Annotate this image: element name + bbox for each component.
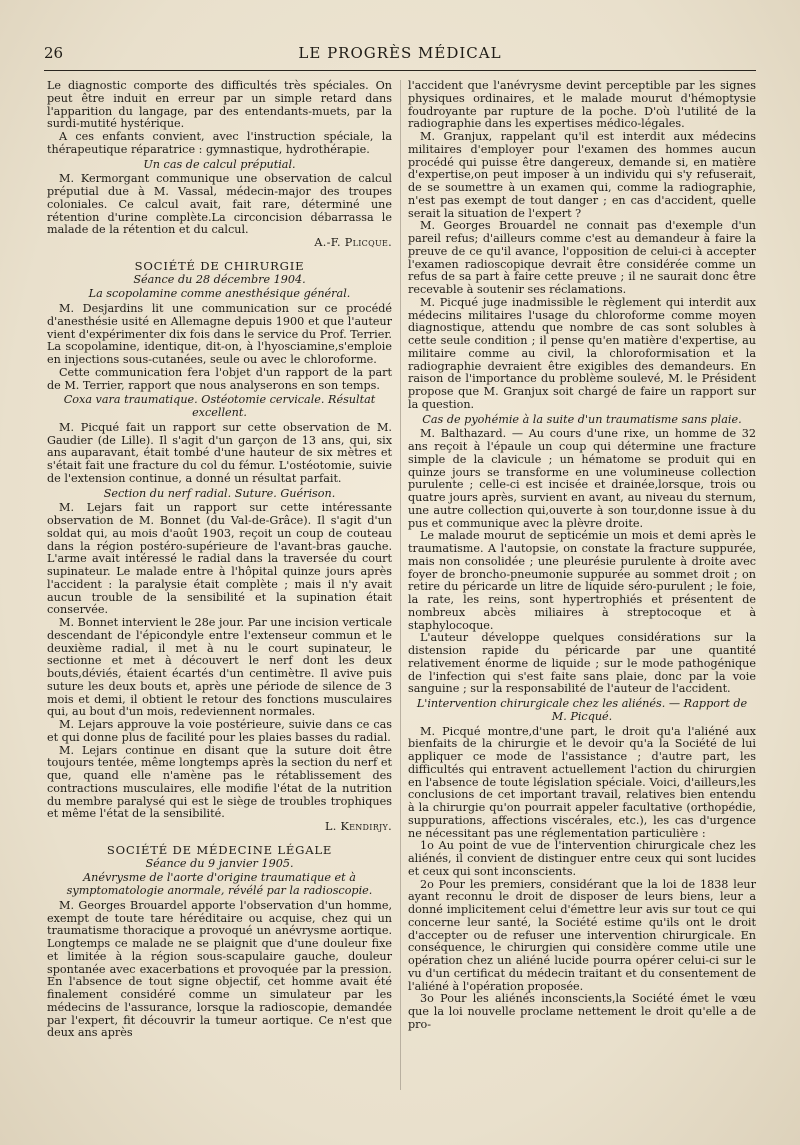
paragraph: M. Desjardins lit une communication sur ce procédé d'anesthésie usité en Allemagne depuis 1900 et que l'auteur vient d'expérimenter dix fois dans le service du Prof. Terrier. La scopolamine, identique, dit-on, à l'hyosciamine,s'emploie en injections sous-cutanées, seule ou avec le chloroforme.: [47, 302, 392, 366]
paragraph: L'auteur développe quelques considérations sur la distension rapide du péricarde par une quantité relativement énorme de liquide ; sur le mode pathogénique de l'infection qui s'est faite sans plaie, donc par la voie sanguine ; sur la responsabilité de l'auteur de l'accident.: [408, 631, 756, 696]
section-subtitle: Cas de pyohémie à la suite d'un traumatisme sans plaie.: [422, 412, 742, 426]
paragraph: M. Picqué fait un rapport sur cette observation de M. Gaudier (de Lille). Il s'agit d'un garçon de 13 ans, qui, six ans auparavant, était tombé d'une hauteur de six mètres et s'était fait une fracture du col du fémur. L'ostéotomie, suivie de l'extension continue, a donné un résultat parfait.: [47, 420, 392, 485]
page-number: 26: [44, 44, 64, 62]
signature: L. Kendirjy.: [325, 820, 392, 833]
header-rule: [44, 70, 756, 71]
paragraph: Le diagnostic comporte des difficultés très spéciales. On peut être induit en erreur par un simple retard dans l'apparition du langage, par des entendants-muets, par la surdi-mutité hystérique.: [47, 79, 392, 131]
paragraph: M. Georges Brouardel ne connait pas d'exemple d'un pareil refus; d'ailleurs comme c'est au demandeur à faire la preuve de ce qu'il avance, l'opposition de celui-ci à accepter l'examen radioscopique devrait être considérée comme un refus de sa part à faire cette preuve ; il ne saurait donc être recevable à soutenir ses réclamations.: [408, 219, 756, 296]
society-heading: SOCIÉTÉ DE MÉDECINE LÉGALE: [106, 842, 333, 857]
session-date: Séance du 9 janvier 1905.: [145, 856, 294, 870]
paragraph: M. Kermorgant communique une observation de calcul préputial due à M. Vassal, médecin-major des troupes coloniales. Ce calcul avait, fait rare, déterminé une rétention d'urine complète.La circoncision débarrassa le malade de la rétention et du calcul.: [47, 172, 392, 237]
paragraph: M. Granjux, rappelant qu'il est interdit aux médecins militaires d'employer pour l'examen des hommes aucun procédé qui puisse être dangereux, demande si, en matière d'expertise,on peut imposer à un individu qui s'y refuserait, de se soumettre à un examen qui, comme la radiographie, n'est pas exempt de tout danger ; en cas d'accident, quelle serait la situation de l'expert ?: [408, 130, 756, 220]
section-subtitle: Un cas de calcul préputial.: [143, 157, 296, 171]
paragraph: M. Georges Brouardel apporte l'observation d'un homme, exempt de toute tare héréditaire ou acquise, chez qui un traumatisme thoracique a provoqué un anévrysme aortique. Longtemps ce malade ne se plaignit que d'une douleur fixe et limitée à la région sous-scapulaire gauche, douleur spontanée avec exacerbations et provoquée par la pression. En l'absence de tout signe objectif, cet homme avait été finalement considéré comme un simulateur par les médecins de l'assurance, lorsque la radioscopie, demandée par l'expert, fit découvrir la tumeur aortique. Ce n'est que deux ans après: [47, 898, 392, 1040]
paragraph: Le malade mourut de septicémie un mois et demi après le traumatisme. A l'autopsie, on constate la fracture suppurée, mais non consolidée ; une pleurésie purulente à droite avec foyer de broncho-pneumonie suppurée au sommet droit ; on retire du péricarde un litre de liquide séro-purulent ; le foie, la rate, les reins, sont hypertrophiés et présentent de nombreux abcès miliaires à streptocoque et à staphylocoque.: [408, 529, 756, 632]
section-subtitle: L'intervention chirurgicale chez les aliénés. — Rapport de M. Picqué.: [416, 697, 748, 723]
session-date: Séance du 28 décembre 1904.: [133, 272, 306, 286]
section-subtitle: Section du nerf radial. Suture. Guérison.: [103, 486, 336, 500]
paragraph: M. Picqué juge inadmissible le règlement qui interdit aux médecins militaires l'usage du chloroforme comme moyen diagnostique, attendu que nombre de cas sont solubles à cette seule condition ; il pense qu'en matière d'expertise, au militaire comme au civil, la chloroformisation et la radiographie devraient être exigibles des demandeurs. En raison de l'importance du problème soulevé, M. le Président propose que M. Granjux soit chargé de faire un rapport sur la question.: [408, 295, 756, 411]
section-subtitle: La scopolamine comme anesthésique général.: [88, 287, 351, 301]
journal-title: LE PROGRÈS MÉDICAL: [298, 44, 502, 62]
paragraph: M. Lejars fait un rapport sur cette intéressante observation de M. Bonnet (du Val-de-Grâce). Il s'agit d'un soldat qui, au mois d'août 1903, reçoit un coup de couteau dans la région postéro-supérieure de l'avant-bras gauche. L'arme avait intéressé le radial dans la traversée du court supinateur. Le malade entre à l'hôpital quinze jours après l'accident : la paralysie était complète ; mais il n'y avait aucun trouble de la sensibilité et la supination était conservée.: [47, 501, 392, 617]
paragraph: M. Lejars approuve la voie postérieure, suivie dans ce cas et qui donne plus de facilité pour les plaies basses du radial.: [47, 718, 392, 744]
right-column: [408, 80, 756, 1032]
paragraph: Cette communication fera l'objet d'un rapport de la part de M. Terrier, rapport que nous analyserons en son temps.: [47, 365, 392, 392]
column-separator: [400, 80, 401, 1090]
signature: A.-F. Plicque.: [314, 236, 392, 249]
paragraph: 2o Pour les premiers, considérant que la loi de 1838 leur ayant reconnu le droit de disposer de leurs biens, leur a donné implicitement celui d'émettre leur avis sur tout ce qui concerne leur santé, la Société estime qu'ils ont le droit d'accepter ou de refuser une intervention chirurgicale. En conséquence, le chirurgien qui considère comme utile une opération chez un aliéné lucide pourra opérer celui-ci sur le vu d'un certificat du médecin traitant et du consentement de l'aliéné à l'opération proposée.: [408, 877, 756, 993]
section-subtitle: Coxa vara traumatique. Ostéotomie cervicale. Résultat excellent.: [63, 393, 376, 419]
section-subtitle: Anévrysme de l'aorte d'origine traumatique et à symptomatologie anormale, révélé par la radioscopie.: [66, 871, 373, 897]
paragraph: 3o Pour les aliénés inconscients,la Société émet le vœu que la loi nouvelle proclame nettement le droit qu'elle a de pro-: [408, 992, 756, 1031]
left-column: [47, 80, 392, 1040]
paragraph: M. Bonnet intervient le 28e jour. Par une incision verticale descendant de l'épicondyle entre l'extenseur commun et le deuxième radial, il met à nu le court supinateur, le sectionne et met à découvert le nerf dont les deux bouts,déviés, étaient écartés d'un centimètre. Il avive puis suture les deux bouts et, après une période de silence de 3 mois et demi, il obtient le retour des fonctions musculaires qui, au bout d'un mois, redeviennent normales.: [47, 616, 392, 719]
paragraph: M. Lejars continue en disant que la suture doit être toujours tentée, même longtemps après la section du nerf et que, quand elle n'amène pas le rétablissement des contractions musculaires, elle modifie l'état de la nutrition du membre paralysé qui est le siège de troubles trophiques et même l'état de la sensibilité.: [47, 743, 392, 821]
paragraph: l'accident que l'anévrysme devint perceptible par les signes physiques ordinaires, et le malade mourut d'hémoptysie foudroyante par rupture de la poche. D'où l'utilité de la radiographie dans les expertises médico-légales.: [408, 79, 756, 131]
paragraph: M. Balthazard. — Au cours d'une rixe, un homme de 32 ans reçoit à l'épaule un coup qui détermine une fracture simple de la clavicule ; un hématome se produit qui en quinze jours se transforme en une volumineuse collection purulente ; celle-ci est incisée et drainée,lorsque, trois ou quatre jours après, survient en avant, au niveau du sternum, une autre collection qui,ouverte à son tour,donne issue à du pus et communique avec la plèvre droite.: [408, 427, 756, 530]
paragraph: A ces enfants convient, avec l'instruction spéciale, la thérapeutique réparatrice : gymnastique, hydrothérapie.: [47, 130, 392, 156]
society-heading: SOCIÉTÉ DE CHIRURGIE: [134, 258, 305, 273]
page-header: [44, 44, 756, 66]
paragraph: M. Picqué montre,d'une part, le droit qu'a l'aliéné aux bienfaits de la chirurgie et le devoir qu'a la Société de lui appliquer ce mode de l'assistance ; d'autre part, les difficultés qui entravent actuellement l'action du chirurgien en l'absence de toute législation spéciale. Voici, d'ailleurs,les conclusions de cet important travail, relatives bien entendu à la chirurgie qu'on pourrait appeler facultative (orthopédie, suppurations, affections viscérales, etc.), les cas d'urgence ne nécessitant pas une réglementation particulière :: [408, 724, 756, 840]
paragraph: 1o Au point de vue de l'intervention chirurgicale chez les aliénés, il convient de distinguer entre ceux qui sont lucides et ceux qui sont inconscients.: [408, 839, 756, 878]
